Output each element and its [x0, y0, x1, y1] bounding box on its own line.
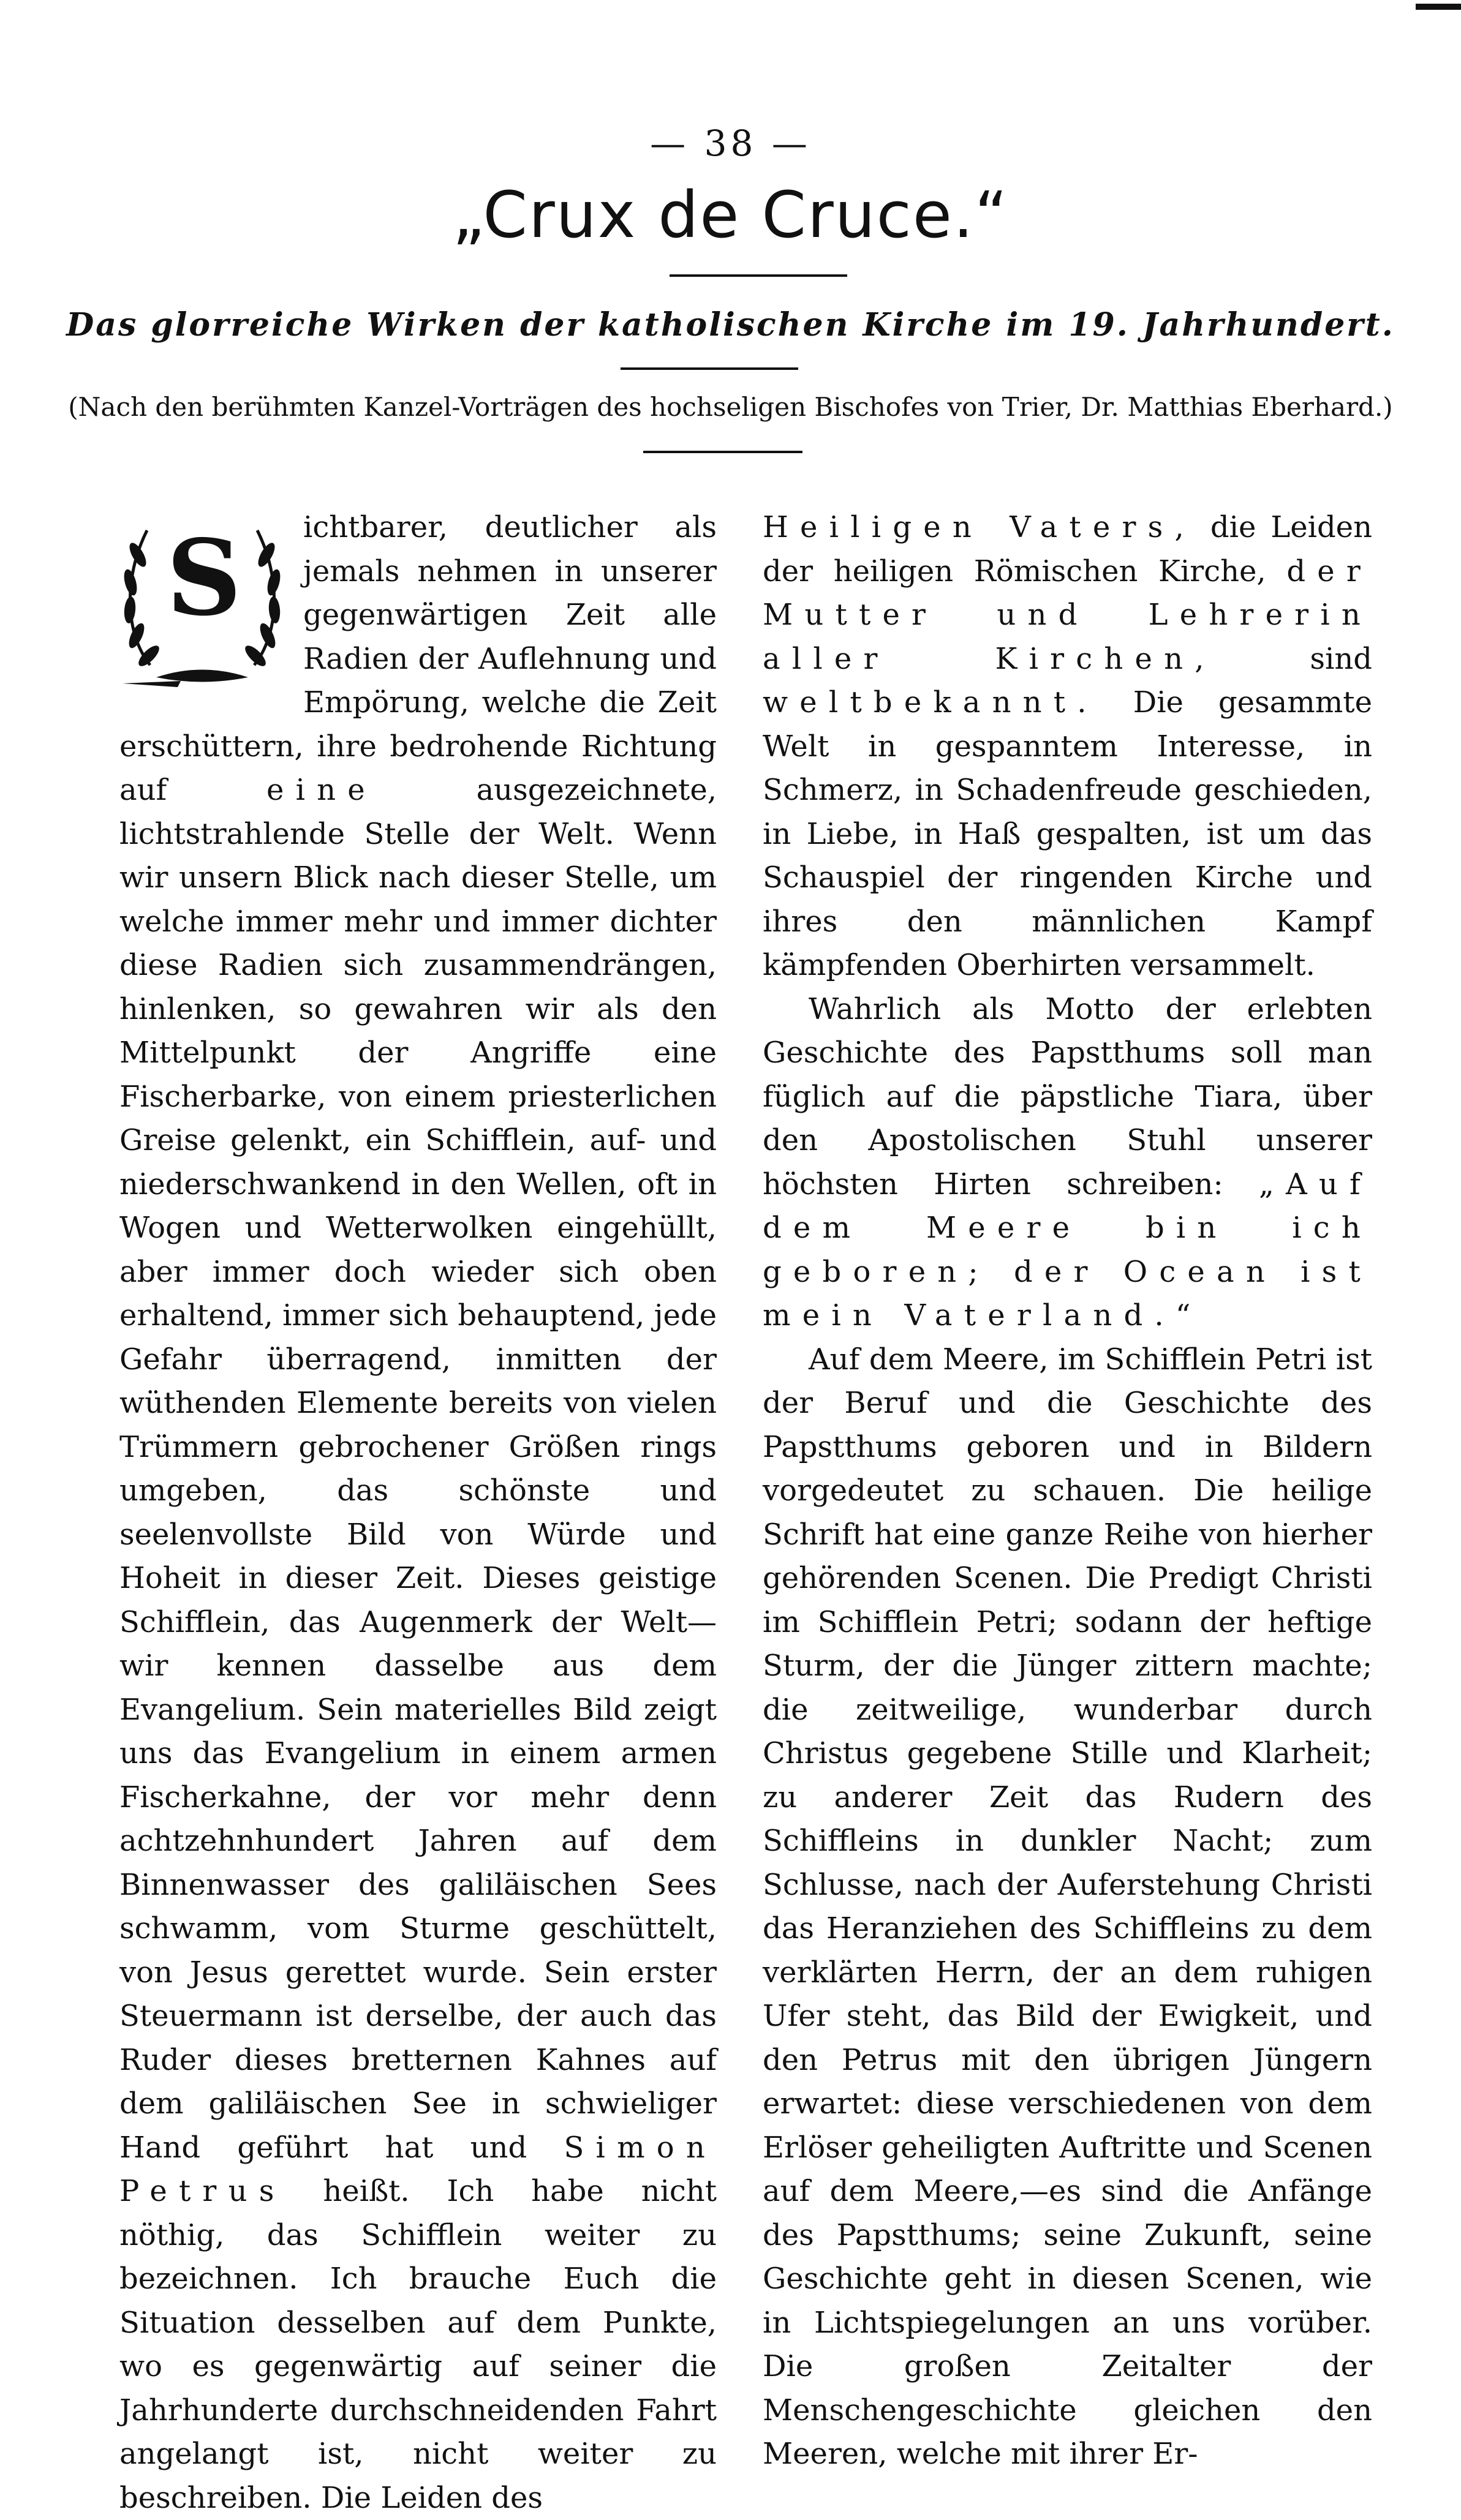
emphasized-text: weltbekannt.: [763, 685, 1098, 720]
paragraph-text: die Leiden der heiligen Römischen Kirche,: [763, 510, 1373, 589]
emphasized-text: eine: [266, 773, 377, 807]
ornamental-initial: [113, 500, 291, 690]
dropcap-letter: S: [166, 517, 242, 639]
emphasized-text: Simon Petrus: [119, 2130, 717, 2208]
paragraph-text: Auf dem Meere, im Schifflein Petri ist der Beruf und die Geschichte des Papstthums geboren und in Bildern vorgedeutet zu schauen. Die heilige Schrift hat eine ganze Reihe von hierher gehörenden Scenen. Die Predigt Christi im Schifflein Petri; sodann der heftige Sturm, der die Jünger zittern machte; die zeitweilige, wunderbar durch Christus gegebene Stille und Klarheit; zu anderer Zeit das Rudern des Schiffleins in dunkler Nacht; zum Schlusse, nach der Auferstehung Christi das Heranziehen des Schiffleins zu dem verklärten Herrn, der an dem ruhigen Ufer steht, das Bild der Ewigkeit, und den Petrus mit den übrigen Jüngern erwartet: diese verschiedenen von dem Erlöser geheiligten Auftritte und Scenen auf dem Meere,—es sind die Anfänge des Papstthums; seine Zukunft, seine Geschichte geht in diesen Scenen, wie in Lichtspiegelungen an uns vorüber. Die großen Zeitalter der Menschengeschichte gleichen den Meeren, welche mit ihrer Er-: [763, 1342, 1372, 2471]
page-number: — 38 —: [650, 122, 811, 164]
article-title: „Crux de Cruce.“: [452, 178, 1009, 252]
right-paragraph-1: [763, 506, 1372, 988]
paragraph-text: sind: [1310, 641, 1372, 676]
paragraph-text: heißt. Ich habe nicht nöthig, das Schifflein weiter zu bezeichnen. Ich brauche Euch die Situation desselben auf dem Punkte, wo es gegenwärtig auf seiner die Jahrhunderte durchschneidenden Fahrt angelangt ist, nicht weiter zu beschreiben. Die Leiden des: [119, 2174, 717, 2515]
left-paragraph: [119, 506, 717, 2520]
emphasized-text: der Mutter und Lehrerin aller Kirchen,: [763, 554, 1372, 676]
left-column: [119, 506, 717, 2520]
title-divider: [670, 274, 847, 277]
paragraph-text: Die gesammte Welt in gespanntem Interesse, in Schmerz, in Schadenfreude geschieden, in Liebe, in Haß gespalten, ist um das Schauspiel der ringenden Kirche und ihres den männlichen Kampf kämpfenden Oberhirten versammelt.: [763, 685, 1372, 982]
paragraph-text: ichtbarer, deutlicher als jemals nehmen in unserer gegenwärtigen Zeit alle Radien der Auflehnung und Empörung, welche die Zeit erschüttern, ihre bedrohende Richtung auf: [119, 510, 717, 807]
right-column: [763, 506, 1372, 2477]
right-paragraph-3: [763, 1338, 1372, 2477]
motto-text: „Auf dem Meere bin ich geboren; der Ocean ist mein Vaterland.“: [763, 1167, 1372, 1333]
attribution-divider: [643, 451, 802, 453]
emphasized-text: Heiligen Vaters,: [763, 510, 1196, 544]
subtitle-divider: [621, 367, 798, 370]
article-subtitle: Das glorreiche Wirken der katholischen Kirche im 19. Jahrhundert.: [66, 306, 1395, 344]
right-paragraph-2: [763, 988, 1372, 1338]
scan-edge-mark: [1416, 4, 1461, 10]
paragraph-text: ausgezeichnete, lichtstrahlende Stelle der Welt. Wenn wir unsern Blick nach dieser Stelle, um welche immer mehr und immer dichter diese Radien sich zusammendrängen, hinlenken, so gewahren wir als den Mittelpunkt der Angriffe eine Fischerbarke, von einem priesterlichen Greise gelenkt, ein Schifflein, auf- und niederschwankend in den Wellen, oft in Wogen und Wetterwolken eingehüllt, aber immer doch wieder sich oben erhaltend, immer sich behauptend, jede Gefahr überragend, inmitten der wüthenden Elemente bereits von vielen Trümmern gebrochener Größen rings umgeben, das schönste und seelenvollste Bild von Würde und Hoheit in dieser Zeit. Dieses geistige Schifflein, das Augenmerk der Welt—wir kennen dasselbe aus dem Evangelium. Sein materielles Bild zeigt uns das Evangelium in einem armen Fischerkahne, der vor mehr denn achtzehnhundert Jahren auf dem Binnenwasser des galiläischen Sees schwamm, vom Sturme geschüttelt, von Jesus gerettet wurde. Sein erster Steuermann ist derselbe, der auch das Ruder dieses bretternen Kahnes auf dem galiläischen See in schwieliger Hand geführt hat und: [119, 773, 717, 2165]
attribution-line: (Nach den berühmten Kanzel-Vorträgen des hochseligen Bischofes von Trier, Dr. Matthias Eberhard.): [68, 392, 1393, 422]
paragraph-text: Wahrlich als Motto der erlebten Geschichte des Papstthums soll man füglich auf die päpstliche Tiara, über den Apostolischen Stuhl unserer höchsten Hirten schreiben:: [763, 991, 1372, 1202]
